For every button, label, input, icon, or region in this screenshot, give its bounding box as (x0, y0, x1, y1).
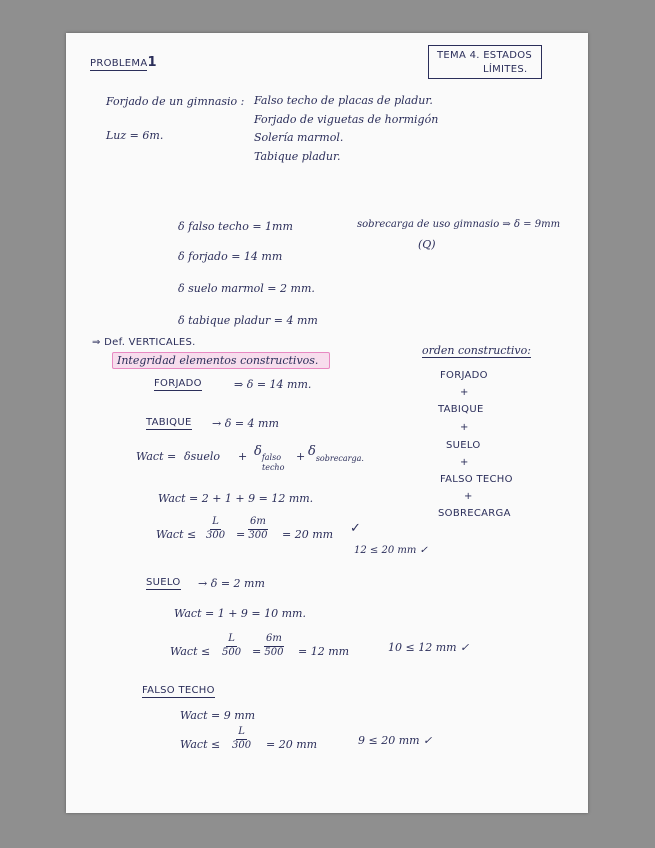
orden-plus-3: + (460, 457, 469, 468)
tabique-eq: = (236, 528, 246, 541)
tabique-formula-lhs: Wact = (136, 450, 177, 463)
frac-denominator: 500 (264, 646, 284, 658)
tabique-formula-plus1: + (238, 450, 248, 463)
suelo-limit-result: = 12 mm (298, 645, 350, 658)
tabique-formula-d3 (308, 444, 364, 463)
delta-symbol: δ (254, 444, 262, 459)
tabique-formula-d2 (254, 444, 282, 462)
orden-item-tabique: TABIQUE (438, 404, 484, 415)
statement-item-4: Tabique pladur. (254, 150, 341, 163)
falso-techo-limit-lhs: Wact ≤ (180, 738, 221, 751)
statement-item-1: Falso techo de placas de pladur. (254, 94, 433, 107)
problem-label: PROBLEMA (90, 58, 148, 69)
tabique-formula-d1: δsuelo (184, 450, 221, 463)
suelo-compare: 10 ≤ 12 mm ✓ (388, 641, 470, 654)
fraction-l-300 (206, 517, 225, 541)
tabique-formula-plus2: + (296, 450, 306, 463)
topic-line-2: LÍMITES. (483, 64, 528, 75)
statement-item-3: Solería marmol. (254, 131, 344, 144)
integridad-text: Integridad elementos constructivos. (117, 354, 319, 367)
fraction-6m-500 (264, 634, 284, 658)
frac-numerator: 6m (264, 634, 284, 647)
fraction-l-300-b (232, 727, 251, 751)
orden-plus-2: + (460, 422, 469, 433)
suelo-eq: = (252, 645, 262, 658)
delta-suelo: δ suelo marmol = 2 mm. (178, 282, 315, 295)
orden-plus-1: + (460, 387, 469, 398)
frac-denominator: 300 (206, 529, 226, 541)
forjado-intro: Forjado de un gimnasio : (106, 95, 245, 108)
sobrecarga-q: (Q) (418, 238, 436, 251)
span-value: Luz = 6m. (106, 129, 164, 142)
falso-techo-label: FALSO TECHO (142, 685, 215, 696)
tabique-limit-result: = 20 mm (282, 528, 334, 541)
frac-numerator: 6m (248, 517, 268, 530)
fraction-6m-300 (248, 517, 268, 541)
forjado-label: FORJADO (154, 378, 202, 389)
frac-numerator: L (236, 727, 247, 740)
sub-sobrecarga: sobrecarga. (315, 454, 364, 463)
forjado-result: ⇒ δ = 14 mm. (234, 378, 312, 391)
check-icon: ✓ (350, 521, 361, 536)
frac-denominator: 300 (248, 529, 268, 541)
orden-item-suelo: SUELO (446, 440, 481, 451)
sub-techo: techo (262, 463, 285, 472)
suelo-result: → δ = 2 mm (198, 577, 265, 590)
tabique-sum: Wact = 2 + 1 + 9 = 12 mm. (158, 492, 314, 505)
sub-falso: falso (261, 453, 282, 462)
tabique-compare: 12 ≤ 20 mm ✓ (354, 545, 428, 556)
tabique-result: → δ = 4 mm (212, 417, 279, 430)
delta-symbol: δ (308, 444, 316, 459)
frac-denominator: 300 (232, 739, 252, 751)
notebook-page (66, 33, 588, 813)
fraction-l-500 (222, 634, 241, 658)
orden-item-falso-techo: FALSO TECHO (440, 474, 513, 485)
problem-number: 1 (147, 55, 157, 70)
frac-denominator: 500 (222, 646, 242, 658)
falso-techo-compare: 9 ≤ 20 mm ✓ (358, 734, 433, 747)
suelo-sum: Wact = 1 + 9 = 10 mm. (174, 607, 306, 620)
topic-box (428, 45, 542, 79)
sobrecarga-text: sobrecarga de uso gimnasio ⇒ δ = 9mm (357, 219, 561, 230)
delta-falso-techo: δ falso techo = 1mm (178, 220, 293, 233)
orden-title: orden constructivo: (422, 344, 531, 357)
problem-title (90, 56, 157, 69)
frac-numerator: L (226, 634, 237, 647)
highlight-integridad (112, 352, 330, 369)
statement-item-2: Forjado de viguetas de hormigón (254, 113, 439, 126)
topic-line-1: TEMA 4. ESTADOS (437, 50, 533, 61)
delta-forjado: δ forjado = 14 mm (178, 250, 283, 263)
orden-item-forjado: FORJADO (440, 370, 488, 381)
falso-techo-sum: Wact = 9 mm (180, 709, 256, 722)
tabique-label: TABIQUE (146, 417, 192, 428)
orden-item-sobrecarga: SOBRECARGA (438, 508, 511, 519)
falso-techo-limit-result: = 20 mm (266, 738, 318, 751)
suelo-limit-lhs: Wact ≤ (170, 645, 211, 658)
frac-numerator: L (210, 517, 221, 530)
orden-plus-4: + (464, 491, 473, 502)
suelo-label: SUELO (146, 577, 181, 588)
tabique-limit-lhs: Wact ≤ (156, 528, 197, 541)
delta-tabique: δ tabique pladur = 4 mm (178, 314, 318, 327)
def-verticales: ⇒ Def. VERTICALES. (92, 337, 196, 348)
